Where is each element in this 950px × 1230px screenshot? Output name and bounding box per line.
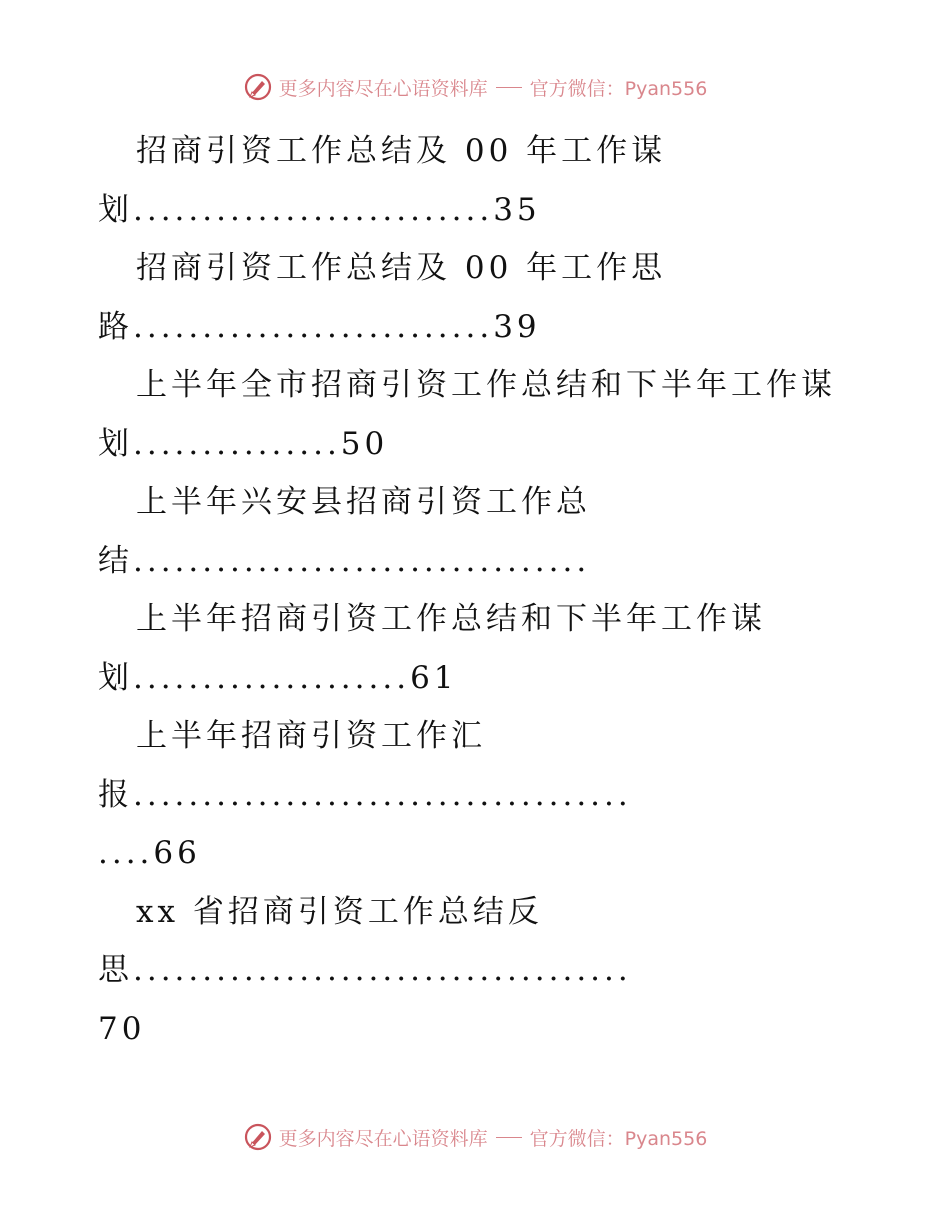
watermark-header (0, 72, 950, 102)
toc-entry-title: 上半年全市招商引资工作总结和下半年工作谋 (136, 367, 836, 403)
toc-entry-title: 上半年兴安县招商引资工作总 (136, 484, 591, 520)
watermark-wechat-text: 官方微信：Pyan556 (529, 77, 708, 100)
toc-entry-leader: 报.................................... (98, 776, 632, 813)
toc-entry-leader: 70 (98, 1010, 146, 1047)
toc-entry-leader: 思.................................... (98, 952, 632, 988)
pen-logo-icon (243, 1122, 273, 1152)
toc-entry-leader: 划...............50 (98, 425, 389, 462)
toc-entry-title: 上半年招商引资工作总结和下半年工作谋 (136, 601, 766, 637)
watermark-wechat-text: 官方微信：Pyan556 (529, 1127, 708, 1150)
watermark-main-text: 更多内容尽在心语资料库 (278, 1127, 488, 1150)
toc-entry-leader: 划....................61 (98, 659, 458, 696)
toc-entry-leader: 路..........................39 (98, 308, 541, 345)
watermark-separator (496, 87, 522, 88)
toc-entry-leader: 结................................. (98, 542, 591, 579)
table-of-contents (98, 122, 858, 1058)
toc-entry-title: 上半年招商引资工作汇 (136, 718, 486, 754)
toc-entry-title: xx 省招商引资工作总结反 (136, 893, 543, 930)
watermark-main-text: 更多内容尽在心语资料库 (278, 77, 488, 100)
toc-entry-leader: 划..........................35 (98, 191, 541, 228)
toc-entry-title: 招商引资工作总结及 00 年工作思 (136, 250, 667, 286)
watermark-footer (0, 1122, 950, 1152)
toc-entry-title: 招商引资工作总结及 00 年工作谋 (136, 133, 667, 169)
watermark-separator (496, 1137, 522, 1138)
pen-logo-icon (243, 72, 273, 102)
toc-entry-leader: ....66 (98, 835, 201, 871)
